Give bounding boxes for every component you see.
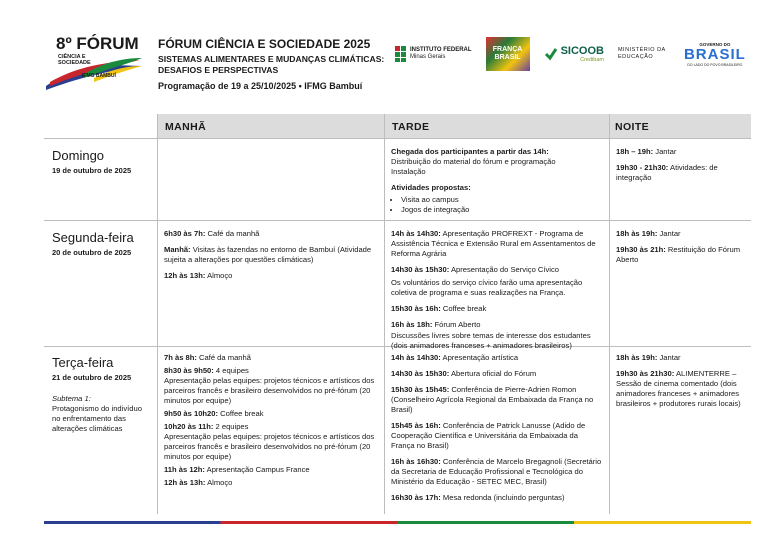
time: 16h às 18h:: [391, 320, 433, 329]
text: Jantar: [653, 147, 677, 156]
text: [391, 147, 603, 157]
ministerio-logo: MINISTÉRIO DA EDUCAÇÃO: [617, 47, 666, 60]
logo-subtitle: CIÊNCIA E SOCIEDADE: [58, 54, 91, 66]
time: 10h20 às 11h:: [164, 422, 214, 431]
time: 6h30 às 7h:: [164, 229, 206, 238]
text: [391, 265, 603, 275]
forum-logo: [44, 34, 144, 94]
text: Restituição do Fórum Aberto: [616, 245, 741, 264]
time: 14h às 14h30:: [391, 353, 441, 362]
text: Discussões livres sobre temas de interesse dos estudantes (dois animadores franceses + animadores brasileiros): [391, 331, 591, 350]
text: [616, 147, 748, 157]
activity-list: [391, 195, 603, 215]
divider: [609, 114, 610, 514]
divider: [384, 114, 385, 514]
text: [391, 493, 603, 503]
time: 19h30 às 21h30:: [616, 369, 675, 378]
text: [616, 229, 748, 239]
time: 7h às 8h:: [164, 353, 197, 362]
segunda-tarde: [391, 229, 603, 357]
text: Apresentação artística: [440, 353, 519, 362]
text: 2 equipes: [213, 422, 249, 431]
text: Coffee break: [440, 304, 487, 313]
text: [391, 457, 603, 487]
text: [164, 229, 378, 239]
domingo-tarde: [391, 147, 603, 215]
text: Apresentação pelas equipes: projetos técnicos e artísticos dos parceiros francês e brasileiro desenvolvidos no pré-fórum (20 minutos por equipe): [164, 432, 375, 461]
text: 4 equipes: [213, 366, 249, 375]
time: 15h45 às 16h:: [391, 421, 441, 430]
if-logo: [395, 46, 472, 62]
day-name: Domingo: [52, 148, 105, 163]
gov-top: GOVERNO DO: [699, 41, 731, 47]
text: Apresentação do Serviço Cívico: [449, 265, 560, 274]
time: 8h30 às 9h50:: [164, 366, 214, 375]
text: Apresentação pelas equipes: projetos técnicos e artísticos dos parceiros francês e brasileiro desenvolvidos no pré-fórum (20 minutos por equipe): [164, 376, 375, 405]
text: ALIMENTERRE – Sessão de cinema comentado (dois animadores franceses + animadores brasileiros + produtores rurais locais): [616, 369, 741, 408]
text: [164, 353, 378, 363]
text: Jantar: [657, 229, 681, 238]
day-name: Segunda-feira: [52, 230, 134, 245]
text: Chegada dos participantes a partir das 14h:: [391, 147, 549, 156]
time: 18h às 19h:: [616, 353, 658, 362]
text: Café da manhã: [205, 229, 260, 238]
time: 12h às 13h:: [164, 271, 206, 280]
text: [391, 369, 603, 379]
text: Instalação: [391, 167, 426, 176]
text: Café da manhã: [196, 353, 251, 362]
page-subtitle: SISTEMAS ALIMENTARES E MUDANÇAS CLIMÁTICAS: DESAFIOS E PERSPECTIVAS: [158, 54, 385, 75]
text: Coffee break: [218, 409, 264, 418]
segunda-manha: [164, 229, 378, 287]
text: Conferência de Marcelo Bregagnoli (Secretário da Secretaria de Educação Profissional e Tecnológica do Ministério da Educação - SETEC MEC, Brasil): [391, 457, 602, 486]
text: Atividades propostas:: [391, 183, 471, 192]
text: Mesa redonda (incluindo perguntas): [440, 493, 565, 502]
text: [616, 163, 748, 183]
text: [164, 422, 378, 432]
text: Visitas às fazendas no entorno de Bambuí (Atividade sujeita a alterações por questões climáticas): [164, 245, 372, 264]
gov-main: BRASIL: [683, 45, 746, 63]
text: [391, 421, 603, 451]
domingo-noite: [616, 147, 748, 189]
text: Apresentação PROFREXT - Programa de Assistência Técnica e Extensão Rural em Assentamentos de Reforma Agrária: [391, 229, 596, 258]
text: Abertura oficial do Fórum: [449, 369, 537, 378]
page-title: FÓRUM CIÊNCIA E SOCIEDADE 2025: [158, 37, 371, 51]
time: 15h30 às 16h:: [391, 304, 441, 313]
france-brasil-logo: [486, 37, 530, 71]
divider: [44, 138, 751, 139]
subtema-text: Protagonismo do indivíduo no enfrentamento das alterações climáticas: [52, 404, 142, 433]
day-date: 20 de outubro de 2025: [52, 248, 132, 257]
list-item: • Jogos de integração: [401, 205, 603, 215]
text: Distribuição do material do fórum e programação: [391, 157, 556, 166]
text: [616, 369, 748, 409]
text: Os voluntários do serviço cívico farão uma apresentação coletiva de programa e suas realizações na França.: [391, 278, 583, 297]
divider: [44, 220, 751, 221]
time: 14h30 às 15h30:: [391, 369, 450, 378]
terca-noite: [616, 353, 748, 415]
subtema-label: Subtema 1:: [52, 394, 91, 403]
text: Conferência de Patrick Lanusse (Adido de Cooperação Científica e Universitária da Embaixada da França no Brasil): [391, 421, 586, 450]
footer-color-bar: [44, 521, 751, 524]
table-header: [157, 114, 751, 138]
logo-swoosh-icon: [44, 52, 144, 92]
text: [616, 245, 748, 265]
sicoob-name: SICOOB: [560, 45, 604, 57]
text: [391, 183, 603, 193]
time: 9h50 às 10h20:: [164, 409, 219, 418]
text: Jantar: [657, 353, 681, 362]
time: 14h às 14h30:: [391, 229, 441, 238]
day-name: Terça-feira: [52, 355, 114, 370]
day-date: 19 de outubro de 2025: [52, 166, 132, 175]
subtema: [52, 394, 152, 434]
text: Apresentação Campus France: [204, 465, 310, 474]
text: Almoço: [205, 478, 233, 487]
france-brasil-text: FRANÇA BRASIL: [492, 46, 523, 61]
if-grid-icon: [395, 46, 407, 62]
time: 14h30 às 15h30:: [391, 265, 450, 274]
text: [391, 304, 603, 314]
time: 11h às 12h:: [164, 465, 205, 474]
list-item: • Visita ao campus: [401, 195, 603, 205]
day-date: 21 de outubro de 2025: [52, 373, 132, 382]
text: [391, 353, 603, 363]
gov-sub: DO LADO DO POVO BRASILEIRO: [687, 62, 743, 67]
terca-manha: [164, 353, 378, 494]
text: Atividades: de integração: [616, 163, 718, 182]
time: 16h30 às 17h:: [391, 493, 441, 502]
text: Fórum Aberto: [432, 320, 481, 329]
sicoob-logo: [544, 45, 604, 63]
terca-tarde: [391, 353, 603, 509]
time: 12h às 13h:: [164, 478, 206, 487]
if-sub: Minas Gerais: [410, 54, 446, 60]
if-name: INSTITUTO FEDERAL: [410, 47, 472, 53]
text: [391, 229, 603, 259]
sicoob-sub: Credibam: [580, 57, 604, 63]
time: 16h às 16h30:: [391, 457, 441, 466]
text: [164, 366, 378, 376]
col-tarde: TARDE: [392, 121, 430, 133]
text: [164, 465, 378, 475]
col-noite: NOITE: [615, 121, 650, 133]
text: [616, 353, 748, 363]
text: [164, 271, 378, 281]
text: Conferência de Pierre-Adrien Romon (Conselheiro Agrícola Regional da Embaixada da França no Brasil): [391, 385, 594, 414]
text: [164, 409, 378, 419]
text: [164, 478, 378, 488]
programacao-dates: Programação de 19 a 25/10/2025 • IFMG Bambuí: [158, 81, 363, 91]
text: [391, 385, 603, 415]
col-manha: MANHÃ: [165, 121, 207, 133]
logo-number: 8º FÓRUM: [56, 34, 139, 53]
gov-brasil-logo: [684, 42, 746, 67]
text: Almoço: [205, 271, 233, 280]
divider: [157, 114, 158, 514]
time: 19h30 - 21h30:: [616, 163, 669, 172]
logo-campus: IFMG BAMBUÍ: [82, 73, 116, 79]
time: 18h – 19h:: [616, 147, 654, 156]
text: [164, 245, 378, 265]
partner-logos: [395, 36, 746, 72]
time: 15h30 às 15h45:: [391, 385, 450, 394]
sicoob-icon: [544, 47, 558, 61]
time: 18h às 19h:: [616, 229, 658, 238]
segunda-noite: [616, 229, 748, 271]
text: [391, 320, 603, 330]
time: 19h30 às 21h:: [616, 245, 666, 254]
time: Manhã:: [164, 245, 191, 254]
